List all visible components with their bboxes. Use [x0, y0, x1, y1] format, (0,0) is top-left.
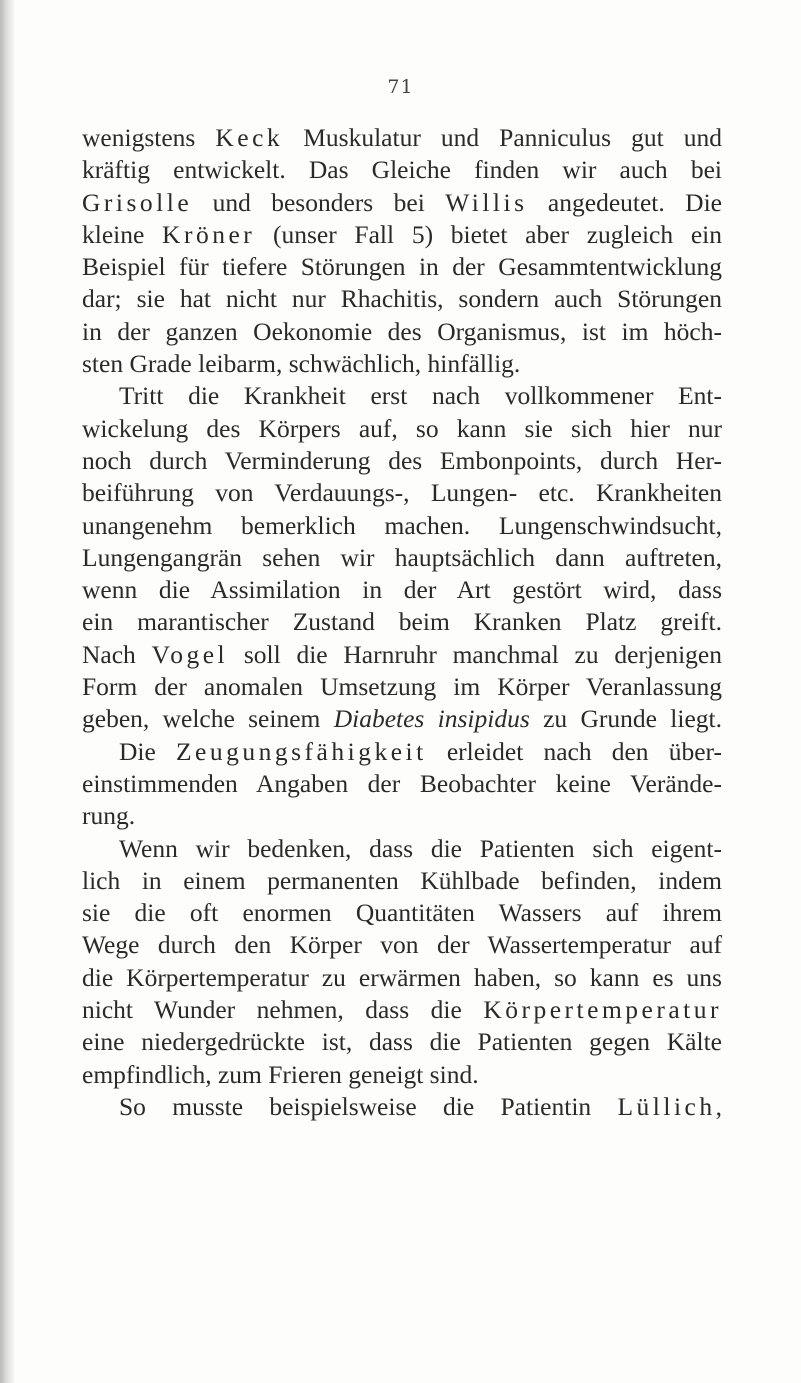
text-line: [82, 703, 722, 735]
text-segment: kleine: [82, 219, 163, 249]
text-line: [82, 639, 722, 671]
text-line: [82, 1091, 722, 1123]
text-segment: sten Grade leibarm, schwächlich, hinfällig.: [82, 349, 521, 379]
text-line: [82, 413, 722, 445]
text-segment: nicht Wunder nehmen, dass die: [82, 995, 484, 1025]
spaced-name: Grisolle: [82, 187, 193, 217]
text-segment: die Körpertemperatur zu erwärmen haben, so kann es uns: [82, 962, 722, 992]
text-line: [82, 833, 722, 865]
text-line: [82, 154, 722, 186]
text-segment: angedeutet. Die: [527, 187, 722, 217]
text-line: [82, 897, 722, 929]
text-line: [82, 316, 722, 348]
text-line: [82, 736, 722, 768]
text-segment: kräftig entwickelt. Das Gleiche finden wir auch bei: [82, 155, 722, 185]
text-segment: empfindlich, zum Frieren geneigt sind.: [82, 1059, 479, 1089]
body-text: [82, 122, 722, 1123]
text-segment: Die: [119, 736, 176, 766]
text-line: [82, 445, 722, 477]
text-line: [82, 219, 722, 251]
text-segment: in der ganzen Oekonomie des Organismus, ist im höch-: [82, 316, 722, 346]
text-segment: eine niedergedrückte ist, dass die Patienten gegen Kälte: [82, 1027, 722, 1057]
text-line: [82, 251, 722, 283]
text-segment: Lungengangrän sehen wir hauptsächlich dann auftreten,: [82, 542, 722, 572]
spaced-name: Keck: [215, 123, 284, 152]
text-segment: zu Grunde liegt.: [529, 704, 722, 734]
text-line: [82, 1059, 722, 1091]
text-segment: Wege durch den Körper von der Wassertemperatur auf: [82, 930, 722, 960]
text-line: [82, 574, 722, 606]
text-segment: rung.: [82, 801, 136, 831]
italic-term: Diabetes insipidus: [333, 704, 530, 734]
text-segment: beiführung von Verdauungs-, Lungen- etc. Krankheiten: [82, 478, 722, 508]
text-line: [82, 1026, 722, 1058]
text-segment: So musste beispielsweise die Patientin: [119, 1091, 618, 1121]
text-line: [82, 283, 722, 315]
text-segment: soll die Harnruhr manchmal zu derjenigen: [228, 639, 722, 669]
text-segment: lich in einem permanenten Kühlbade befinden, indem: [82, 865, 722, 895]
spaced-name: Kröner: [162, 219, 256, 249]
text-line: [82, 510, 722, 542]
text-segment: erleidet nach den über-: [426, 736, 722, 766]
text-segment: und besonders bei: [192, 187, 446, 217]
spaced-name: Körpertemperatur: [483, 995, 722, 1025]
text-line: [82, 542, 722, 574]
text-line: [82, 380, 722, 412]
text-segment: (unser Fall 5) bietet aber zugleich ein: [255, 219, 722, 249]
spaced-name: Willis: [445, 187, 528, 217]
text-line: [82, 865, 722, 897]
text-segment: Muskulatur und Panniculus gut und: [283, 123, 722, 152]
binding-shadow: [0, 0, 14, 1383]
text-line: [82, 768, 722, 800]
text-line: [82, 122, 722, 154]
text-line: [82, 994, 722, 1026]
text-line: [82, 348, 722, 380]
text-segment: ein marantischer Zustand beim Kranken Platz greift.: [82, 607, 722, 637]
text-segment: unangenehm bemerklich machen. Lungenschwindsucht,: [82, 510, 722, 540]
text-segment: wickelung des Körpers auf, so kann sie sich hier nur: [82, 413, 722, 443]
text-segment: wenigstens: [82, 123, 216, 152]
text-segment: ,: [715, 1091, 722, 1121]
text-segment: Beispiel für tiefere Störungen in der Gesammtentwicklung: [82, 252, 722, 282]
spaced-name: Zeugungsfähigkeit: [175, 736, 427, 766]
text-line: [82, 929, 722, 961]
text-line: [82, 606, 722, 638]
text-line: [82, 800, 722, 832]
text-segment: einstimmenden Angaben der Beobachter keine Verände-: [82, 768, 722, 798]
text-segment: Tritt die Krankheit erst nach vollkommener Ent-: [119, 381, 722, 411]
text-line: [82, 671, 722, 703]
page-number: 71: [387, 76, 414, 98]
text-line: [82, 962, 722, 994]
spaced-name: Lüllich: [617, 1091, 716, 1121]
text-segment: sie die oft enormen Quantitäten Wassers auf ihrem: [82, 898, 722, 928]
text-segment: dar; sie hat nicht nur Rhachitis, sondern auch Störungen: [82, 284, 722, 314]
text-segment: noch durch Verminderung des Embonpoints, durch Her-: [82, 445, 722, 475]
text-line: [82, 477, 722, 509]
text-segment: geben, welche seinem: [82, 704, 334, 734]
text-segment: Wenn wir bedenken, dass die Patienten sich eigent-: [119, 833, 722, 863]
text-line: [82, 187, 722, 219]
text-segment: Nach: [82, 639, 152, 669]
text-segment: Form der anomalen Umsetzung im Körper Veranlassung: [82, 672, 722, 702]
spaced-name: Vogel: [151, 639, 229, 669]
text-segment: wenn die Assimilation in der Art gestört wird, dass: [82, 575, 722, 605]
